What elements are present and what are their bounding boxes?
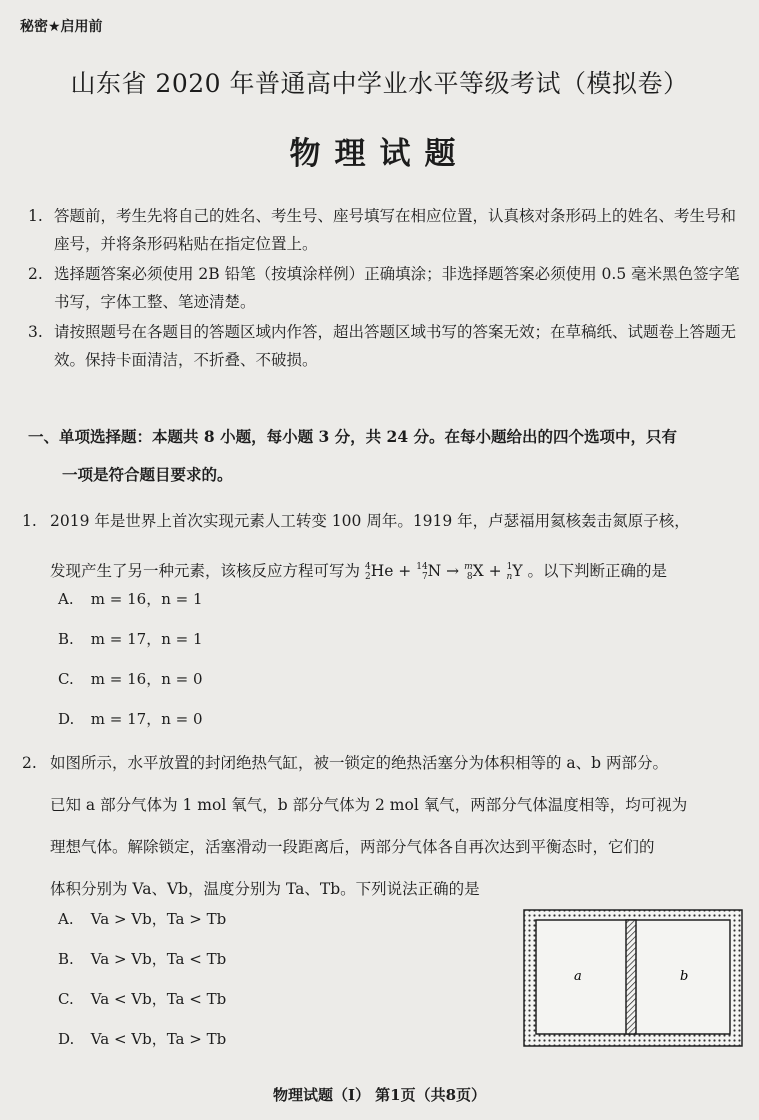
option-a bbox=[58, 588, 203, 609]
question-text: 2019 年是世界上首次实现元素人工转变 100 周年。1919 年，卢瑟福用氦核轰击氮原子核， bbox=[50, 512, 690, 530]
option-label: D. bbox=[58, 1030, 75, 1048]
nuclear-equation: 4 2 He + 14 7 N → m 8 X + 1 n Y bbox=[364, 562, 528, 582]
option-text: m = 17，n = 1 bbox=[90, 630, 203, 648]
chamber-b-label: b bbox=[680, 969, 689, 984]
instruction-item bbox=[28, 202, 750, 258]
exam-title: 山东省 2020 年普通高中学业水平等级考试（模拟卷） bbox=[70, 69, 689, 98]
instruction-text: 答题前，考生先将自己的姓名、考生号、座号填写在相应位置，认真核对条形码上的姓名、考生号和座号，并将条形码粘贴在指定位置上。 bbox=[54, 207, 737, 253]
option-text: Va < Vb，Ta > Tb bbox=[90, 1030, 227, 1048]
option-label: B. bbox=[58, 630, 74, 648]
section-heading bbox=[28, 418, 752, 494]
instruction-item bbox=[28, 260, 750, 316]
option-text: Va < Vb，Ta < Tb bbox=[90, 990, 227, 1008]
question-2-stem-line: 理想气体。解除锁定，活塞滑动一段距离后，两部分气体各自再次达到平衡态时，它们的 bbox=[50, 838, 655, 856]
option-d bbox=[58, 708, 203, 729]
subject-title: 物理试题 bbox=[289, 136, 470, 172]
confidential-label: 秘密★启用前 bbox=[20, 19, 103, 35]
section-heading-line: 一项是符合题目要求的。 bbox=[62, 465, 233, 484]
option-label: A. bbox=[58, 910, 74, 928]
section-heading-line: 一、单项选择题：本题共 8 小题，每小题 3 分，共 24 分。在每小题给出的四个选项中，只有 bbox=[28, 427, 678, 446]
cylinder-svg bbox=[522, 908, 744, 1048]
question-1-stem-line bbox=[22, 496, 752, 546]
option-text: Va > Vb，Ta > Tb bbox=[90, 910, 227, 928]
option-label: C. bbox=[58, 670, 74, 688]
question-2 bbox=[22, 742, 752, 910]
page-footer: 物理试题（Ⅰ） 第1页（共8页） bbox=[272, 1086, 487, 1104]
question-1 bbox=[22, 496, 752, 596]
option-b bbox=[58, 628, 203, 649]
option-label: D. bbox=[58, 710, 75, 728]
question-text: 发现产生了另一种元素，该核反应方程可写为 bbox=[50, 562, 361, 580]
instruction-number: 1. bbox=[28, 207, 43, 225]
question-text: 如图所示，水平放置的封闭绝热气缸，被一锁定的绝热活塞分为体积相等的 a、b 两部分。 bbox=[50, 754, 669, 772]
piston bbox=[626, 920, 636, 1034]
question-2-stem-line: 已知 a 部分气体为 1 mol 氧气，b 部分气体为 2 mol 氧气，两部分气体温度相等，均可视为 bbox=[50, 796, 688, 814]
option-c bbox=[58, 668, 203, 689]
instruction-number: 3. bbox=[28, 323, 43, 341]
option-a bbox=[58, 908, 226, 929]
question-number: 2. bbox=[22, 754, 37, 772]
chamber-a-label: a bbox=[574, 969, 582, 984]
instruction-text: 选择题答案必须使用 2B 铅笔（按填涂样例）正确填涂；非选择题答案必须使用 0.5 毫米黑色签字笔书写，字体工整、笔迹清楚。 bbox=[54, 265, 740, 311]
instruction-number: 2. bbox=[28, 265, 43, 283]
question-text: 。以下判断正确的是 bbox=[527, 562, 667, 580]
option-label: B. bbox=[58, 950, 74, 968]
cylinder-diagram bbox=[522, 908, 744, 1052]
option-c bbox=[58, 988, 226, 1009]
question-number: 1. bbox=[22, 512, 37, 530]
option-text: Va > Vb，Ta < Tb bbox=[90, 950, 227, 968]
option-text: m = 17，n = 0 bbox=[90, 710, 203, 728]
instruction-text: 请按照题号在各题目的答题区域内作答，超出答题区域书写的答案无效；在草稿纸、试题卷上答题无效。保持卡面清洁，不折叠、不破损。 bbox=[54, 323, 737, 369]
option-b bbox=[58, 948, 226, 969]
instruction-item bbox=[28, 318, 750, 374]
option-d bbox=[58, 1028, 226, 1049]
question-2-stem-line: 体积分别为 Va、Vb，温度分别为 Ta、Tb。下列说法正确的是 bbox=[50, 880, 480, 898]
option-text: m = 16，n = 1 bbox=[90, 590, 203, 608]
question-2-stem-line bbox=[22, 742, 752, 784]
option-label: A. bbox=[58, 590, 74, 608]
instructions bbox=[28, 202, 750, 376]
option-text: m = 16，n = 0 bbox=[90, 670, 203, 688]
option-label: C. bbox=[58, 990, 74, 1008]
